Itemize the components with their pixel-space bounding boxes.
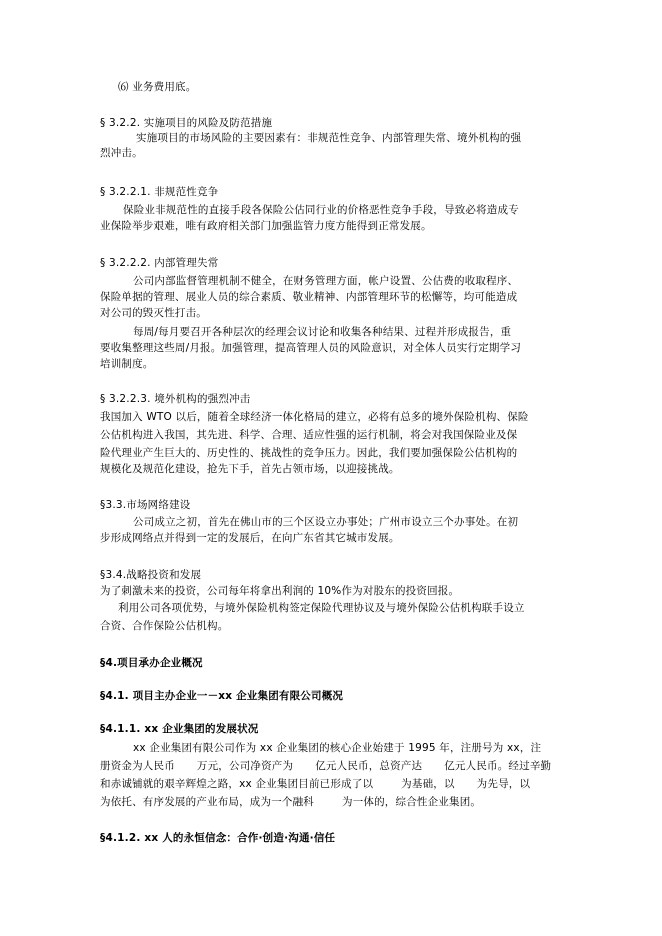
section-heading: § 3.2.2.1. 非规范性竞争 [100, 186, 219, 198]
text-line: 保险业非规范性的直接手段各保险公估同行业的价格恶性竞争手段，导致必将造成专 [123, 204, 519, 216]
text-fragment: 亿元人民币。经过辛勤 [444, 760, 552, 772]
text-line: 利用公司各项优势，与境外保险机构签定保险代理协议及与境外保险公估机构联手设立 [118, 602, 525, 614]
text-line: 保险单据的管理、展业人员的综合素质、敬业精神、内部管理环节的松懈等，均可能造成 [100, 291, 518, 303]
text-line [100, 795, 570, 809]
text-line: 公估机构进入我国，其先进、科学、合理、适应性强的运行机制，将会对我国保险业及保 [100, 429, 518, 441]
text-fragment: 和赤诚铺就的艰辛辉煌之路，xx 企业集团目前已形成了以 [100, 778, 374, 790]
section-heading: §4.1.1. xx 企业集团的发展状况 [100, 723, 259, 735]
section-heading: § 3.2.2.2. 内部管理失常 [100, 257, 219, 269]
text-line: 规模化及规范化建设，抢先下手，首先占领市场，以迎接挑战。 [100, 463, 400, 475]
text-fragment: 万元，公司净资产为 [196, 760, 294, 772]
text-line: 实施项目的市场风险的主要因素有：非规范性竞争、内部管理失常、境外机构的强 [136, 132, 522, 144]
text-line: 公司内部监督管理机制不健全，在财务管理方面，帐户设置、公估费的收取程序、 [133, 275, 519, 287]
text-line: xx 企业集团有限公司作为 xx 企业集团的核心企业始建于 1995 年，注册号为 xx，注 [133, 742, 542, 754]
text-line: 业保险举步艰难，唯有政府相关部门加强监管力度方能得到正常发展。 [100, 220, 432, 232]
text-line: 险代理业产生巨大的、历史性的、挑战性的竞争压力。因此，我们要加强保险公估机构的 [100, 447, 518, 459]
section-heading: § 3.2.2.3. 境外机构的强烈冲击 [100, 393, 251, 405]
text-line: 烈冲击。 [100, 147, 143, 159]
text-fragment: 为先导，以 [476, 778, 531, 790]
text-line: 培训制度。 [100, 358, 154, 370]
section-heading: §4.1.2. xx 人的永恒信念：合作·创造·沟通·信任 [100, 832, 336, 844]
section-heading: §4.1. 项目主办企业一－xx 企业集团有限公司概况 [100, 690, 344, 702]
section-heading: §4.项目承办企业概况 [100, 657, 203, 669]
section-heading: § 3.2.2. 实施项目的风险及防范措施 [100, 117, 273, 129]
text-fragment: 为一体的，综合性企业集团。 [342, 796, 482, 808]
text-line: 合资、合作保险公估机构。 [100, 620, 229, 632]
text-line: ⑹ 业务费用底。 [118, 81, 197, 93]
text-line: 我国加入 WTO 以后，随着全球经济一体化格局的建立，必将有总多的境外保险机构、保险 [100, 411, 529, 423]
section-heading: §3.4.战略投资和发展 [100, 569, 202, 581]
text-fragment: 亿元人民币，总资产达 [315, 760, 423, 772]
text-fragment: 册资金为人民币 [100, 760, 175, 772]
text-line: 对公司的毁灭性打击。 [100, 307, 207, 319]
text-fragment: 为基础，以 [401, 778, 455, 790]
section-heading: §3.3.市场网络建设 [100, 499, 191, 511]
text-fragment: 为依托、有序发展的产业布局，成为一个融科 [100, 796, 314, 808]
text-line: 每周/每月要召开各种层次的经理会议讨论和收集各种结果、过程并形成报告，重 [133, 326, 512, 338]
text-line: 步形成网络点并得到一定的发展后，在向广东省其它城市发展。 [100, 532, 400, 544]
text-line [100, 759, 570, 773]
text-line: 为了刺激未来的投资，公司每年将拿出利润的 10%作为对股东的投资回报。 [100, 585, 460, 597]
text-line: 要收集整理这些周/月报。加强管理，提高管理人员的风险意识，对全体人员实行定期学习 [100, 342, 522, 354]
text-line [100, 777, 570, 791]
text-line: 公司成立之初，首先在佛山市的三个区设立办事处；广州市设立三个办事处。在初 [133, 516, 519, 528]
